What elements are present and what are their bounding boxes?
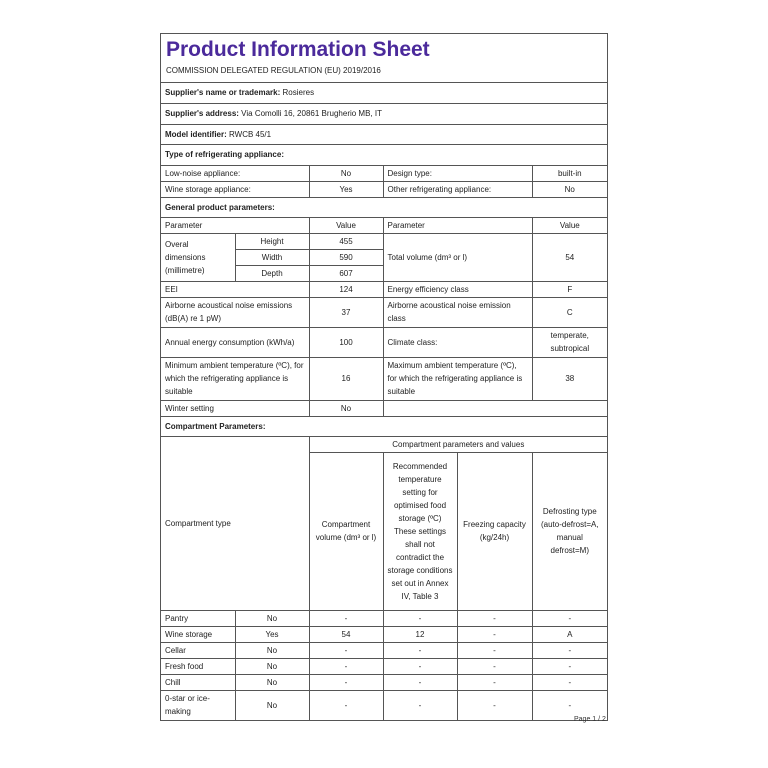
type-section-heading: Type of refrigerating appliance: <box>161 144 607 165</box>
dimension-name: Depth <box>235 265 309 281</box>
type-value: No <box>309 165 383 181</box>
empty-cell <box>383 400 607 416</box>
temperature-header: Recommended temperature setting for optimised food storage (ºC) These settings shall not contradict the storage conditions set out in Annex IV, Table 3 <box>383 452 457 610</box>
compartment-temp: - <box>383 642 457 658</box>
compartment-temp: - <box>383 658 457 674</box>
supplier-address-value: Via Comolli 16, 20861 Brugherio MB, IT <box>241 109 382 118</box>
defrost-header: Defrosting type (auto-defrost=A, manual defrost=M) <box>532 452 607 610</box>
compartment-volume: - <box>309 610 383 626</box>
general-row <box>161 281 607 297</box>
general-row <box>161 357 607 400</box>
general-row <box>161 400 607 416</box>
compartment-freezing: - <box>457 626 532 642</box>
compartment-present: No <box>235 674 309 690</box>
dimension-value: 607 <box>309 265 383 281</box>
general-label-right: Maximum ambient temperature (ºC), for which the refrigerating appliance is suitable <box>383 357 532 400</box>
type-value: Yes <box>309 181 383 197</box>
general-row <box>161 297 607 327</box>
compartment-present: No <box>235 658 309 674</box>
general-label: Airborne acoustical noise emissions (dB(A) re 1 pW) <box>161 297 309 327</box>
compartment-defrost: - <box>532 642 607 658</box>
compartment-volume: 54 <box>309 626 383 642</box>
compartment-defrost: - <box>532 610 607 626</box>
supplier-name-label: Supplier's name or trademark: <box>165 88 281 98</box>
dimension-value: 455 <box>309 233 383 249</box>
compartment-section-row <box>161 416 607 436</box>
compartment-present: No <box>235 610 309 626</box>
compartment-name: Wine storage <box>161 626 235 642</box>
general-label: EEI <box>161 281 309 297</box>
compartment-name: Chill <box>161 674 235 690</box>
compartment-volume: - <box>309 658 383 674</box>
product-information-sheet <box>160 33 608 721</box>
type-label: Low-noise appliance: <box>161 165 309 181</box>
compartment-temp: - <box>383 674 457 690</box>
type-label-right: Other refrigerating appliance: <box>383 181 532 197</box>
general-value: 37 <box>309 297 383 327</box>
general-label: Annual energy consumption (kWh/a) <box>161 327 309 357</box>
compartment-defrost: - <box>532 690 607 720</box>
compartment-defrost: - <box>532 658 607 674</box>
value-header: Value <box>309 217 383 233</box>
general-value: 124 <box>309 281 383 297</box>
general-value-right: C <box>532 297 607 327</box>
compartment-freezing: - <box>457 642 532 658</box>
general-value-right: F <box>532 281 607 297</box>
compartment-defrost: A <box>532 626 607 642</box>
freezing-header: Freezing capacity (kg/24h) <box>457 452 532 610</box>
compartment-temp: 12 <box>383 626 457 642</box>
model-value: RWCB 45/1 <box>229 129 272 139</box>
compartment-freezing: - <box>457 690 532 720</box>
title-block <box>161 34 607 83</box>
dimension-row <box>161 233 607 249</box>
type-label: Wine storage appliance: <box>161 181 309 197</box>
general-section-heading: General product parameters: <box>161 197 607 217</box>
type-row <box>161 181 607 197</box>
compartment-present: Yes <box>235 626 309 642</box>
compartment-present: No <box>235 690 309 720</box>
general-value-right: 38 <box>532 357 607 400</box>
type-label-right: Design type: <box>383 165 532 181</box>
volume-header: Compartment volume (dm³ or l) <box>309 452 383 610</box>
compartment-volume: - <box>309 642 383 658</box>
total-volume-value: 54 <box>532 233 607 281</box>
supplier-name-row <box>161 83 607 103</box>
general-value: No <box>309 400 383 416</box>
supplier-name-value: Rosieres <box>282 88 315 98</box>
dimension-name: Width <box>235 249 309 265</box>
compartment-row <box>161 642 607 658</box>
regulation-subtitle: COMMISSION DELEGATED REGULATION (EU) 2019/2016 <box>166 66 381 75</box>
parameter-header-right: Parameter <box>383 217 532 233</box>
compartment-section-heading: Compartment Parameters: <box>161 416 607 436</box>
compartment-defrost: - <box>532 674 607 690</box>
compartment-type-header: Compartment type <box>161 436 309 610</box>
compartment-temp: - <box>383 610 457 626</box>
page-title: Product Information Sheet <box>166 38 430 61</box>
general-label: Winter setting <box>161 400 309 416</box>
general-label: Minimum ambient temperature (ºC), for which the refrigerating appliance is suitable <box>161 357 309 400</box>
dimension-name: Height <box>235 233 309 249</box>
compartment-volume: - <box>309 690 383 720</box>
type-value-right: No <box>532 181 607 197</box>
value-header-right: Value <box>532 217 607 233</box>
general-value: 16 <box>309 357 383 400</box>
compartment-group-header: Compartment parameters and values <box>309 436 607 452</box>
type-row <box>161 165 607 181</box>
compartment-row <box>161 690 607 720</box>
compartment-temp: - <box>383 690 457 720</box>
info-table <box>161 83 607 720</box>
compartment-freezing: - <box>457 610 532 626</box>
general-label-right: Airborne acoustical noise emission class <box>383 297 532 327</box>
general-header-row <box>161 217 607 233</box>
general-row <box>161 327 607 357</box>
total-volume-label: Total volume (dm³ or l) <box>383 233 532 281</box>
supplier-address-label: Supplier's address: <box>165 109 239 118</box>
general-label-right: Energy efficiency class <box>383 281 532 297</box>
compartment-present: No <box>235 642 309 658</box>
compartment-freezing: - <box>457 674 532 690</box>
compartment-group-row <box>161 436 607 452</box>
dimensions-label: Overal dimensions (millimetre) <box>161 233 235 281</box>
compartment-row <box>161 610 607 626</box>
compartment-row <box>161 626 607 642</box>
page-number: Page 1 / 2 <box>574 716 606 723</box>
compartment-row <box>161 674 607 690</box>
general-label-right: Climate class: <box>383 327 532 357</box>
compartment-name: 0-star or ice-making <box>161 690 235 720</box>
compartment-name: Cellar <box>161 642 235 658</box>
compartment-name: Pantry <box>161 610 235 626</box>
type-section-row <box>161 144 607 165</box>
dimension-value: 590 <box>309 249 383 265</box>
general-value-right: temperate, subtropical <box>532 327 607 357</box>
model-label: Model identifier: <box>165 129 227 139</box>
type-value-right: built-in <box>532 165 607 181</box>
compartment-volume: - <box>309 674 383 690</box>
supplier-address-row <box>161 103 607 124</box>
model-row <box>161 124 607 144</box>
compartment-name: Fresh food <box>161 658 235 674</box>
general-section-row <box>161 197 607 217</box>
compartment-freezing: - <box>457 658 532 674</box>
general-value: 100 <box>309 327 383 357</box>
parameter-header: Parameter <box>161 217 309 233</box>
compartment-row <box>161 658 607 674</box>
